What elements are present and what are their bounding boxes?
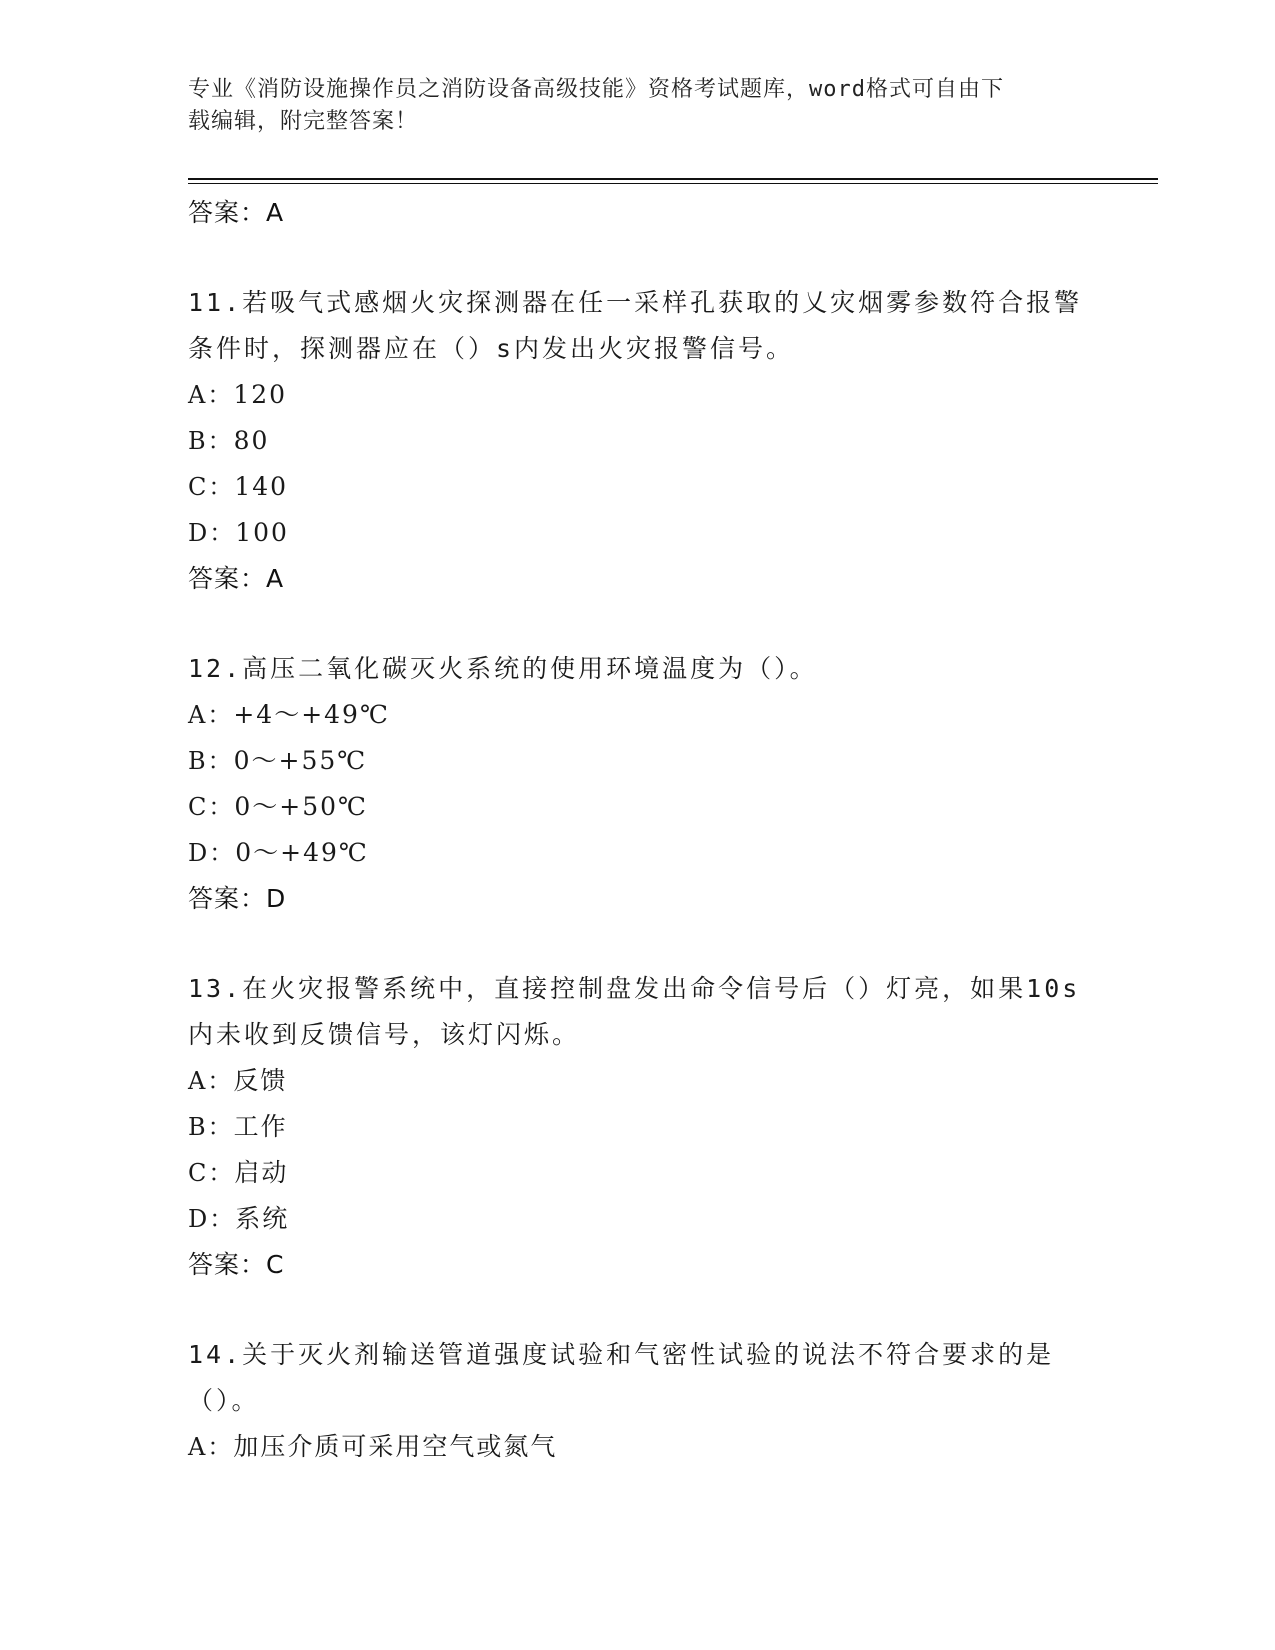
answer-line: 答案：A [188, 564, 285, 593]
option-b: B：0～+55℃ [188, 746, 368, 775]
header-line-1: 专业《消防设施操作员之消防设备高级技能》资格考试题库，word格式可自由下 [188, 77, 1004, 102]
answer-line: 答案：D [188, 884, 287, 913]
question-block [188, 280, 1088, 602]
question-list [188, 190, 1088, 1470]
question-block [188, 646, 1088, 922]
header-rule-thin [188, 183, 1158, 184]
question-stem: 13.在火灾报警系统中，直接控制盘发出命令信号后（）灯亮，如果10s内未收到反馈信号，该灯闪烁。 [188, 974, 1081, 1049]
document-header [188, 74, 1068, 138]
question-block [188, 966, 1088, 1288]
option-d: D：系统 [188, 1204, 290, 1233]
question-block [188, 1332, 1088, 1470]
option-c: C：140 [188, 472, 289, 501]
option-a: A：反馈 [188, 1066, 288, 1095]
option-d: D：100 [188, 518, 289, 547]
option-a: A：加压介质可采用空气或氮气 [188, 1432, 558, 1461]
header-rule-thick [188, 178, 1158, 180]
option-a: A：+4～+49℃ [188, 700, 390, 729]
option-c: C：启动 [188, 1158, 289, 1187]
option-b: B：工作 [188, 1112, 288, 1141]
question-stem: 11.若吸气式感烟火灾探测器在任一采样孔获取的乂灾烟雾参数符合报警条件时，探测器应在（）s内发出火灾报警信号。 [188, 288, 1083, 363]
option-c: C：0～+50℃ [188, 792, 369, 821]
answer-line: 答案：C [188, 1250, 285, 1279]
option-b: B：80 [188, 426, 270, 455]
header-line-2: 载编辑，附完整答案！ [188, 109, 419, 134]
option-a: A：120 [188, 380, 288, 409]
answer-line: 答案：A [188, 198, 285, 227]
question-stem: 14.关于灭火剂输送管道强度试验和气密性试验的说法不符合要求的是（）。 [188, 1340, 1055, 1415]
question-stem: 12.高压二氧化碳灭火系统的使用环境温度为（）。 [188, 654, 818, 683]
option-d: D：0～+49℃ [188, 838, 369, 867]
